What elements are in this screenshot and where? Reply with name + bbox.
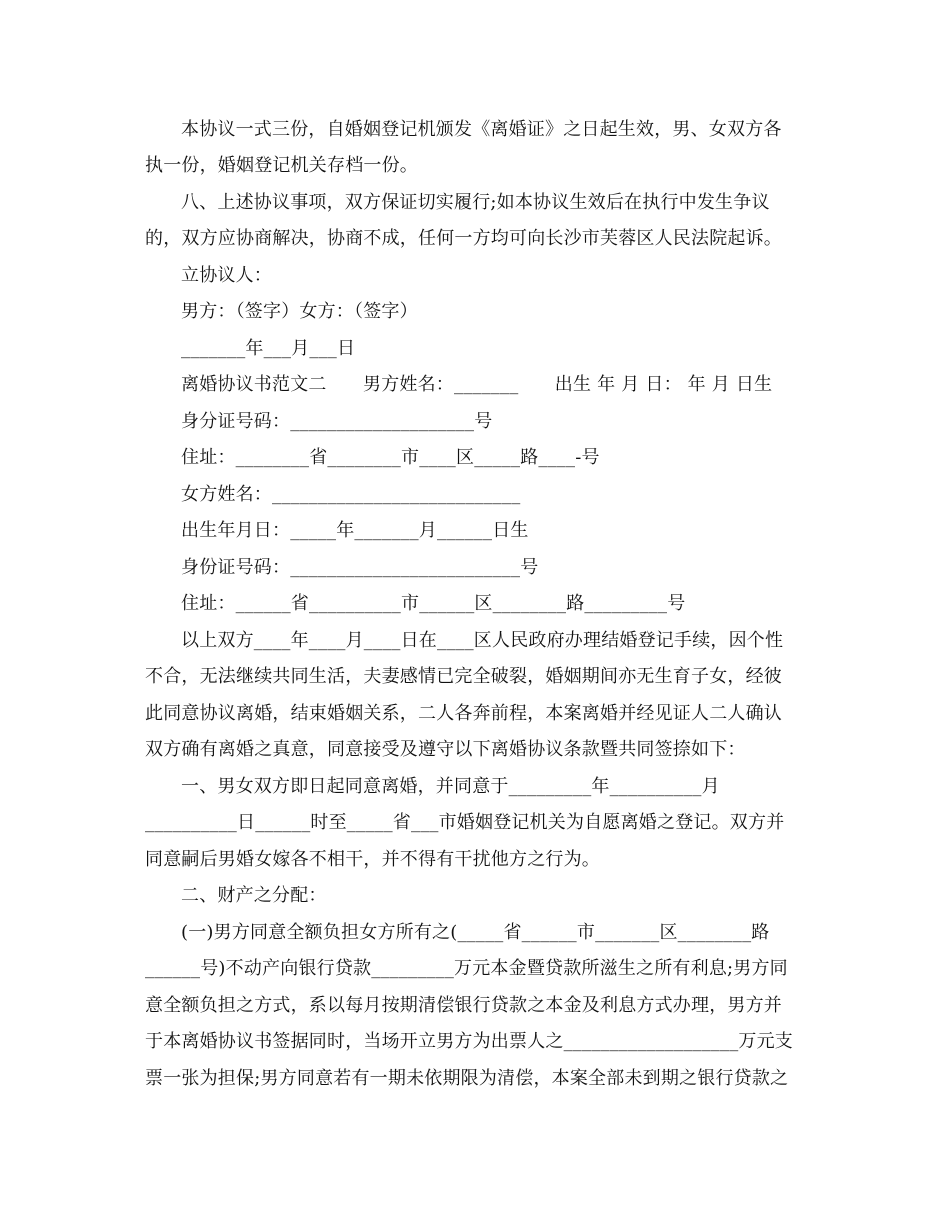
text-line: 身分证号码：____________________号 [181,411,493,432]
text-line: 同意嗣后男婚女嫁各不相干，并不得有干扰他方之行为。 [145,849,600,870]
text-line: ______号)不动产向银行贷款_________万元本金暨贷款所滋生之所有利息;男方同 [145,958,788,979]
text-line: 以上双方____年____月____日在____区人民政府办理结婚登记手续，因个性 [181,630,784,651]
section-heading: 离婚协议书范文二 男方姓名：_______ 出生 年 月 日： 年 月 日生 [181,374,773,395]
text-line: 住址：______省__________市______区________路_________号 [181,593,686,614]
text-line: 一、男女双方即日起同意离婚，并同意于_________年__________月 [181,776,720,797]
text-line: 本协议一式三份，自婚姻登记机颁发《离婚证》之日起生效，男、女双方各 [181,119,782,140]
signature-line: 男方：（签字）女方：（签字） [181,301,418,322]
text-line: 意全额负担之方式，系以每月按期清偿银行贷款之本金及利息方式办理，男方并 [145,995,782,1016]
text-line: (一)男方同意全额负担女方所有之(_____省______市_______区________路 [181,922,770,943]
text-line: __________日______时至_____省___市婚姻登记机关为自愿离婚之登记。双方并 [145,812,785,833]
text-line: 二、财产之分配： [181,885,327,906]
text-line: 双方确有离婚之真意，同意接受及遵守以下离婚协议条款暨共同签捺如下： [145,739,746,760]
text-line: 女方姓名：___________________________ [181,484,521,505]
text-line: 八、上述协议事项，双方保证切实履行;如本协议生效后在执行中发生争议 [181,192,770,213]
text-line: 执一份，婚姻登记机关存档一份。 [145,155,418,176]
text-line: 立协议人： [181,265,272,286]
text-line: 于本离婚协议书签据同时，当场开立男方为出票人之___________________万元支 [145,1031,793,1052]
text-line: 此同意协议离婚，结束婚姻关系，二人各奔前程，本案离婚并经见证人二人确认 [145,703,782,724]
text-line: 身份证号码：_________________________号 [181,557,539,578]
date-line: _______年___月___日 [181,338,356,359]
text-line: 不合，无法继续共同生活，夫妻感情已完全破裂，婚姻期间亦无生育子女，经彼 [145,666,782,687]
text-line: 的，双方应协商解决，协商不成，任何一方均可向长沙市芙蓉区人民法院起诉。 [145,228,782,249]
text-line: 住址：________省________市____区_____路____-号 [181,447,600,468]
text-line: 出生年月日：_____年_______月______日生 [181,520,529,541]
text-line: 票一张为担保;男方同意若有一期未依期限为清偿，本案全部未到期之银行贷款之 [145,1068,789,1089]
